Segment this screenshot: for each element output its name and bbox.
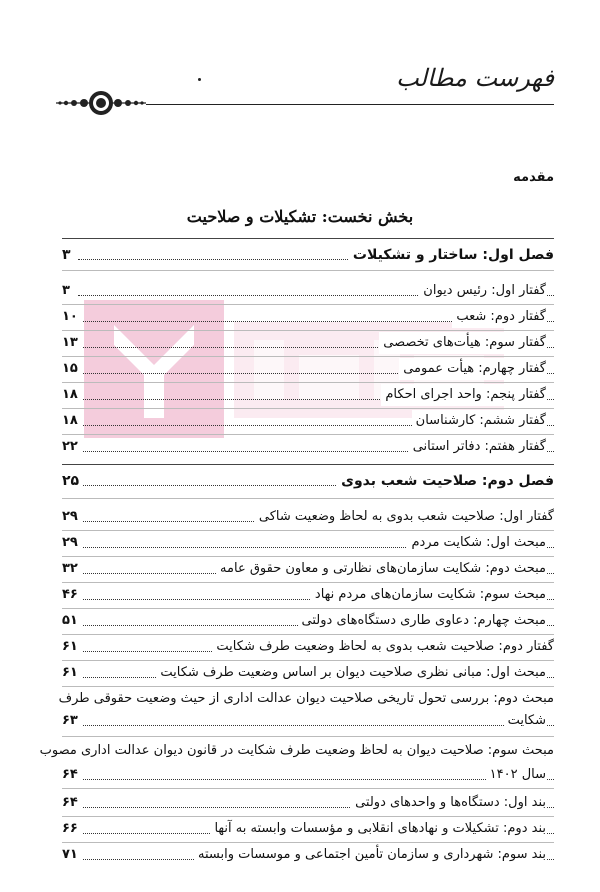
toc-item[interactable] [62, 410, 554, 432]
divider [62, 382, 554, 383]
toc-title: مبحث اول: شکایت مردم [407, 532, 546, 554]
toc-item[interactable] [62, 792, 554, 814]
toc-item-multiline-line1[interactable] [39, 740, 554, 762]
divider [62, 788, 554, 789]
divider [62, 434, 554, 435]
toc-title: گفتار سوم: هیأت‌های تخصصی [379, 332, 546, 354]
toc-title: گفتار هفتم: دفاتر استانی [409, 436, 546, 458]
toc-item[interactable] [62, 844, 554, 866]
divider [62, 556, 554, 557]
toc-item[interactable] [62, 818, 554, 840]
toc-title: گفتار چهارم: هیأت عمومی [399, 358, 546, 380]
divider [62, 330, 554, 331]
toc-page: ۲۵ [62, 470, 83, 492]
divider [62, 408, 554, 409]
toc-item[interactable] [62, 584, 554, 606]
toc-item-multiline-line2[interactable] [62, 764, 554, 786]
divider [62, 582, 554, 583]
toc-chapter-1[interactable] [62, 244, 554, 266]
toc-title: گفتار اول: صلاحیت شعب بدوی به لحاظ وضعیت شاکی [255, 506, 554, 528]
divider [62, 608, 554, 609]
toc-page: ۳ [62, 244, 75, 266]
toc-page: ۷۱ [62, 844, 82, 866]
toc-title: گفتار دوم: صلاحیت شعب بدوی به لحاظ وضعیت طرف شکایت [212, 636, 554, 658]
toc-title: بند اول: دستگاه‌ها و واحدهای دولتی [351, 792, 546, 814]
toc-title: شکایت [504, 710, 546, 732]
dot-leader [78, 725, 554, 726]
toc-title: مبحث اول: مبانی نظری صلاحیت دیوان بر اساس وضعیت طرف شکایت [156, 662, 546, 684]
divider [62, 270, 554, 271]
divider [62, 660, 554, 661]
toc-page: ۳۲ [62, 558, 82, 580]
toc-item[interactable] [62, 532, 554, 554]
divider [62, 816, 554, 817]
toc-title: مبحث دوم: شکایت سازمان‌های نظارتی و معاون حقوق عامه [216, 558, 546, 580]
divider [62, 686, 554, 687]
chapter-divider [62, 464, 554, 465]
toc-item[interactable] [62, 358, 554, 380]
toc-item[interactable] [62, 280, 554, 302]
toc-page: ۶۱ [62, 662, 82, 684]
toc-title: مبحث دوم: بررسی تحول تاریخی صلاحیت دیوان عدالت اداری از حیث وضعیت حقوقی طرف [55, 688, 554, 710]
toc-title: گفتار پنجم: واحد اجرای احکام [381, 384, 546, 406]
toc-page: ۲۹ [62, 506, 82, 528]
toc-item[interactable] [62, 610, 554, 632]
divider [62, 842, 554, 843]
toc-item[interactable] [62, 506, 554, 528]
toc-page: ۶۳ [62, 710, 82, 732]
toc-item[interactable] [62, 306, 554, 328]
toc-item-multiline-line1[interactable] [58, 688, 554, 710]
toc-page: ۱۵ [62, 358, 82, 380]
ornament-icon [56, 88, 146, 118]
chapter-divider [62, 238, 554, 239]
toc-title: بند دوم: تشکیلات و نهادهای انقلابی و مؤسسات وابسته به آنها [210, 818, 546, 840]
ink-dot [198, 78, 201, 81]
toc-page: ۱۰ [62, 306, 82, 328]
divider [62, 530, 554, 531]
toc-title: فصل اول: ساختار و تشکیلات [349, 244, 554, 266]
intro-heading: مقدمه [513, 170, 554, 185]
toc-title: گفتار دوم: شعب [452, 306, 546, 328]
toc-title: مبحث سوم: صلاحیت دیوان به لحاظ وضعیت طرف شکایت در قانون دیوان عدالت اداری مصوب [36, 740, 554, 762]
toc-page: ۵۱ [62, 610, 82, 632]
toc-page: ۶۶ [62, 818, 82, 840]
toc-title: فصل دوم: صلاحیت شعب بدوی [337, 470, 554, 492]
toc-page: ۶۱ [62, 636, 82, 658]
part-title: بخش نخست: تشکیلات و صلاحیت [186, 207, 414, 226]
toc-title: بند سوم: شهرداری و سازمان تأمین اجتماعی و موسسات وابسته [194, 844, 546, 866]
divider [62, 356, 554, 357]
toc-chapter-2[interactable] [62, 470, 554, 492]
toc-page: ۶۴ [62, 792, 82, 814]
toc-title: مبحث سوم: شکایت سازمان‌های مردم نهاد [311, 584, 546, 606]
toc-item[interactable] [62, 636, 554, 658]
toc-title: مبحث چهارم: دعاوی طاری دستگاه‌های دولتی [298, 610, 546, 632]
toc-page: ۲۲ [62, 436, 82, 458]
toc-page: ۳ [62, 280, 74, 302]
toc-item[interactable] [62, 384, 554, 406]
toc-page: ۱۸ [62, 410, 82, 432]
toc-title: گفتار ششم: کارشناسان [412, 410, 546, 432]
divider [62, 736, 554, 737]
toc-item[interactable] [62, 558, 554, 580]
toc-item-multiline-line2[interactable] [62, 710, 554, 732]
divider [62, 634, 554, 635]
dot-leader [78, 779, 554, 780]
toc-page: ۱۳ [62, 332, 82, 354]
toc-item[interactable] [62, 436, 554, 458]
toc-title: گفتار اول: رئیس دیوان [419, 280, 546, 302]
page-header-title: فهرست مطالب [396, 64, 554, 92]
toc-page: ۴۶ [62, 584, 82, 606]
toc-item[interactable] [62, 332, 554, 354]
toc-title: سال ۱۴۰۲ [486, 764, 546, 786]
divider [62, 304, 554, 305]
toc-page: ۱۸ [62, 384, 82, 406]
divider [62, 498, 554, 499]
toc-item[interactable] [62, 662, 554, 684]
toc-page: ۲۹ [62, 532, 82, 554]
toc-page: ۶۴ [62, 764, 82, 786]
